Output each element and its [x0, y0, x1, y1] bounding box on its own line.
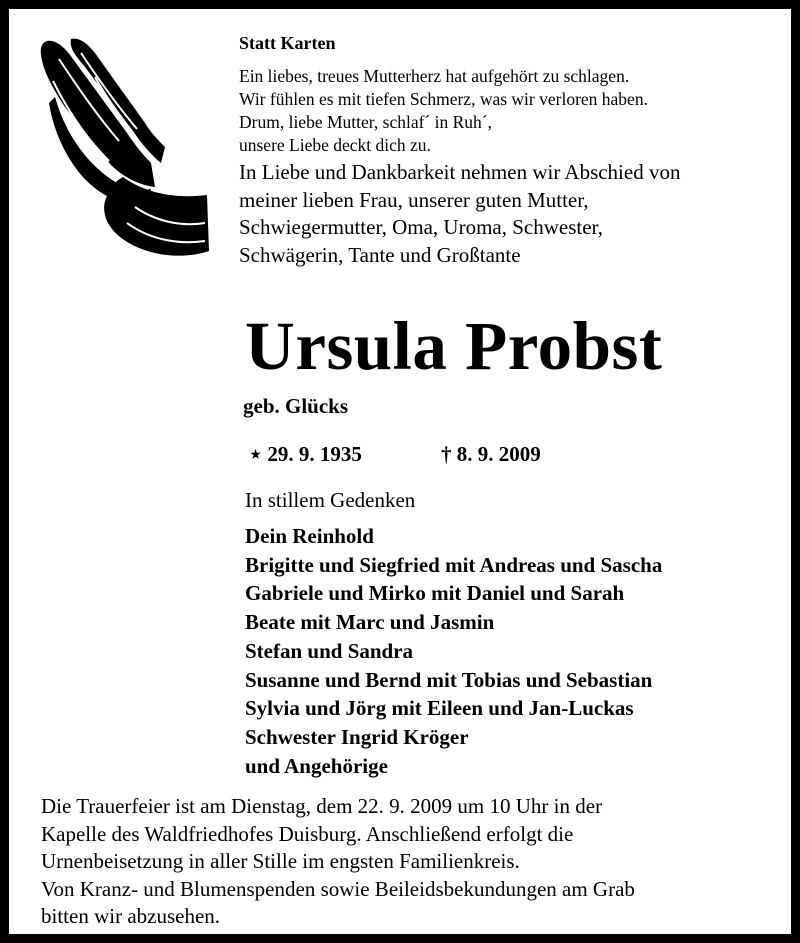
farewell-line: Schwägerin, Tante und Großtante — [239, 242, 521, 267]
mourner-entry: Sylvia und Jörg mit Eileen und Jan-Luckas — [245, 696, 634, 721]
maiden-name: geb. Glücks — [243, 394, 349, 418]
farewell-line: Schwiegermutter, Oma, Uroma, Schwester, — [239, 215, 603, 239]
mourner-entry: Susanne und Bernd mit Tobias und Sebastian — [245, 667, 653, 692]
intro-block — [239, 31, 799, 269]
farewell-text — [239, 159, 799, 269]
memorial-line: In stillem Gedenken — [245, 488, 416, 512]
mourner-entry: Stefan und Sandra — [245, 638, 414, 663]
funeral-info-line: Von Kranz- und Blumenspenden sowie Beileidsbekundungen am Grab — [41, 876, 635, 901]
deceased-name: Ursula Probst — [245, 308, 663, 384]
verse-line: Ein liebes, treues Mutterherz hat aufgehört zu schlagen. — [239, 66, 630, 86]
praying-hands-icon — [35, 37, 209, 259]
verse-line: Wir fühlen es mit tiefen Schmerz, was wir verloren haben. — [239, 89, 648, 109]
notice-header: Statt Karten — [239, 33, 336, 53]
verse-line: unsere Liebe deckt dich zu. — [239, 135, 431, 155]
life-dates — [249, 442, 541, 467]
death-date: † 8. 9. 2009 — [441, 442, 541, 466]
mourner-entry: Brigitte und Siegfried mit Andreas und Sascha — [245, 552, 663, 577]
verse-line: Drum, liebe Mutter, schlaf´ in Ruh´, — [239, 112, 492, 132]
farewell-line: In Liebe und Dankbarkeit nehmen wir Abschied von — [239, 160, 681, 184]
mourner-entry: Dein Reinhold — [245, 524, 374, 548]
funeral-info-line: Kapelle des Waldfriedhofes Duisburg. Anschließend erfolgt die — [41, 821, 574, 846]
mourner-entry: Schwester Ingrid Kröger — [245, 724, 469, 749]
funeral-info-line: Urnenbeisetzung in aller Stille im engsten Familienkreis. — [41, 849, 520, 873]
mourner-entry: Beate mit Marc und Jasmin — [245, 610, 495, 635]
verse — [239, 65, 799, 157]
funeral-info-line: bitten wir abzusehen. — [41, 904, 221, 928]
funeral-info — [41, 793, 635, 931]
mourner-entry: und Angehörige — [245, 753, 388, 778]
birth-date: ⋆ 29. 9. 1935 — [249, 442, 362, 466]
farewell-line: meiner lieben Frau, unserer guten Mutter, — [239, 187, 589, 212]
mourner-entry: Gabriele und Mirko mit Daniel und Sarah — [245, 581, 625, 606]
mourners-list — [245, 522, 662, 780]
funeral-info-line: Die Trauerfeier ist am Dienstag, dem 22. 9. 2009 um 10 Uhr in der — [41, 794, 603, 818]
